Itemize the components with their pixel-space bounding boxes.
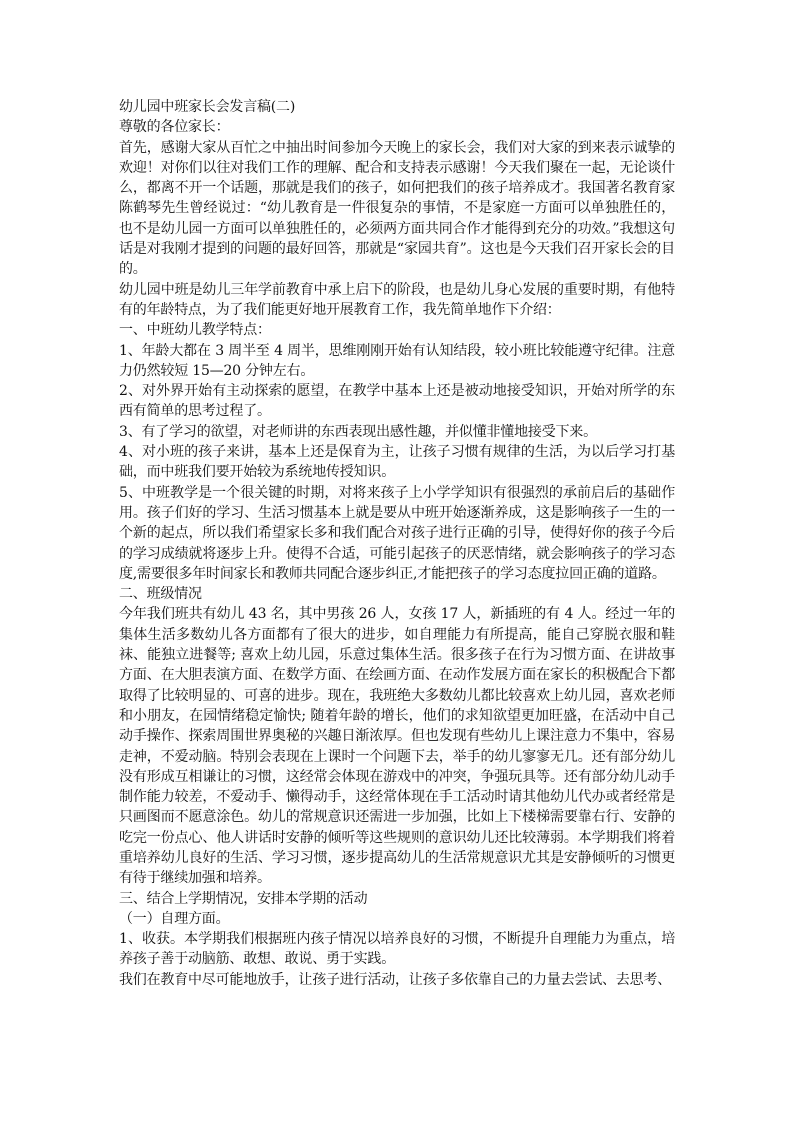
list-item-1: 1、年龄大都在 3 周半至 4 周半，思维刚刚开始有认知结段，较小班比较能遵守纪律。注意力仍然较短 15—20 分钟左右。: [119, 342, 675, 379]
paragraph-overview: 幼儿园中班是幼儿三年学前教育中承上启下的阶段，也是幼儿身心发展的重要时期，有他特有的年龄特点，为了我们能更好地开展教育工作，我先简单地作下介绍：: [119, 281, 675, 318]
section-heading-3: 三、结合上学期情况，安排本学期的活动: [119, 890, 368, 907]
greeting: 尊敬的各位家长：: [119, 119, 230, 136]
paragraph-last: 我们在教育中尽可能地放手，让孩子进行活动，让孩子多依靠自己的力量去尝试、去思考、: [119, 971, 671, 988]
list-item-3: 3、有了学习的欲望，对老师讲的东西表现出感性趣，并似懂非懂地接受下来。: [119, 423, 597, 440]
list-item-4: 4、对小班的孩子来讲，基本上还是保育为主，让孩子习惯有规律的生活，为以后学习打基础，而中班我们要开始较为系统地传授知识。: [119, 444, 675, 481]
subsection-heading-1: （一）自理方面。: [119, 910, 230, 927]
list-item-2: 2、对外界开始有主动探索的愿望，在教学中基本上还是被动地接受知识，开始对所学的东西有简单的思考过程了。: [119, 383, 675, 420]
document-page: [119, 97, 675, 990]
list-item-harvest: 1、收获。本学期我们根据班内孩子情况以培养良好的习惯，不断提升自理能力为重点，培养孩子善于动脑筋、敢想、敢说、勇于实践。: [119, 931, 675, 968]
document-title: 幼儿园中班家长会发言稿(二): [119, 99, 296, 115]
section-heading-1: 一、中班幼儿教学特点：: [119, 322, 271, 339]
paragraph-intro: 首先，感谢大家从百忙之中抽出时间参加今天晚上的家长会，我们对大家的到来表示诚挚的欢迎！对你们以往对我们工作的理解、配合和支持表示感谢！今天我们聚在一起，无论谈什么，都离不开一个话题，那就是我们的孩子，如何把我们的孩子培养成才。我国著名教育家陈鹤琴先生曾经说过：“幼儿教育是一件很复杂的事情，不是家庭一方面可以单独胜任的，也不是幼儿园一方面可以单独胜任的，必须两方面共同合作才能得到充分的功效。”我想这句话是对我刚才提到的问题的最好回答，那就是“家园共育”。这也是今天我们召开家长会的目的。: [119, 139, 675, 278]
paragraph-class-status: 今年我们班共有幼儿 43 名，其中男孩 26 人，女孩 17 人，新插班的有 4 人。经过一年的集体生活多数幼儿各方面都有了很大的进步，如自理能力有所提高，能自己穿脱衣服和鞋袜、能独立进餐等; 喜欢上幼儿园，乐意过集体生活。很多孩子在行为习惯方面、在讲故事方面、在大胆表演方面、在数学方面、在绘画方面、在动作发展方面在家长的积极配合下都取得了比较明显的、可喜的进步。现在，我班绝大多数幼儿都比较喜欢上幼儿园，喜欢老师和小朋友，在园情绪稳定愉快; 随着年龄的增长，他们的求知欲望更加旺盛，在活动中自己动手操作、探索周围世界奥秘的兴趣日渐浓厚。但也发现有些幼儿上课注意力不集中，容易走神，不爱动脑。特别会表现在上课时一个问题下去，举手的幼儿寥寥无几。还有部分幼儿没有形成互相谦让的习惯，这经常会体现在游戏中的冲突，争强玩具等。还有部分幼儿动手制作能力较差，不爱动手、懒得动手，这经常体现在手工活动时请其他幼儿代办或者经常是只画图而不愿意涂色。幼儿的常规意识还需进一步加强，比如上下楼梯需要靠右行、安静的吃完一份点心、他人讲话时安静的倾听等这些规则的意识幼儿还比较薄弱。本学期我们将着重培养幼儿良好的生活、学习习惯，逐步提高幼儿的生活常规意识尤其是安静倾听的习惯更有待于继续加强和培养。: [119, 606, 675, 887]
list-item-5: 5、中班教学是一个很关键的时期，对将来孩子上小学学知识有很强烈的承前启后的基础作用。孩子们好的学习、生活习惯基本上就是要从中班开始逐渐养成，这是影响孩子一生的一个新的起点，所以我们希望家长多和我们配合对孩子进行正确的引导，使得好你的孩子今后的学习成绩就将逐步上升。使得不合适，可能引起孩子的厌恶情绪，就会影响孩子的学习态度,需要很多年时间家长和教师共同配合逐步纠正,才能把孩子的学习态度拉回正确的道路。: [119, 484, 675, 582]
section-heading-2: 二、班级情况: [119, 586, 202, 603]
